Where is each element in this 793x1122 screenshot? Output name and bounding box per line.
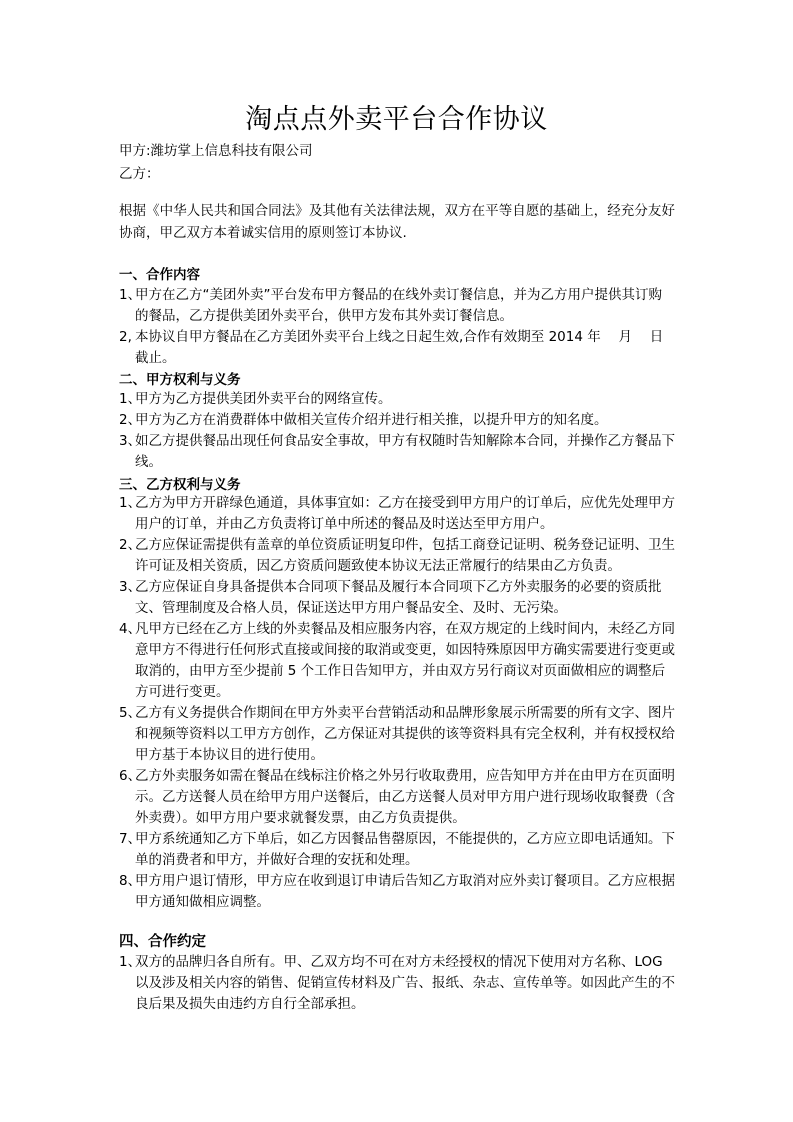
- item-number: 2、: [119, 412, 142, 428]
- list-item: [119, 871, 675, 913]
- list-item: [119, 389, 675, 410]
- item-text: 甲方为乙方在消费群体中做相关宣传介绍并进行相关推，以提升甲方的知名度。: [135, 412, 608, 428]
- section-heading-cooperation: 一、合作内容: [119, 267, 200, 283]
- item-text: 甲方用户退订情形，甲方应在收到退订申请后告知乙方取消对应外卖订餐项目。乙方应根据甲方通知做相应调整。: [135, 873, 675, 910]
- document-title: 淘点点外卖平台合作协议: [245, 104, 548, 135]
- list-item: [119, 493, 675, 535]
- item-text: 双方的品牌归各自所有。甲、乙双方均不可在对方未经授权的情况下使用对方名称、LOG以及涉及相关内容的销售、促销宣传材料及广告、报纸、杂志、宣传单等。如因此产生的不良后果及损失由违约方自行全部承担。: [135, 954, 675, 1012]
- party-a: 甲方:潍坊掌上信息科技有限公司: [119, 143, 313, 159]
- item-number: 2、: [119, 537, 142, 553]
- item-number: 8、: [119, 873, 142, 889]
- list-item: [119, 410, 675, 431]
- list-item: [119, 952, 675, 1015]
- item-text: 如乙方提供餐品出现任何食品安全事故，甲方有权随时告知解除本合同，并操作乙方餐品下线。: [135, 433, 675, 470]
- list-item: [119, 703, 675, 766]
- item-number: 3、: [119, 579, 142, 595]
- item-text: 乙方有义务提供合作期间在甲方外卖平台营销活动和品牌形象展示所需要的所有文字、图片和视频等资料以工甲方方创作，乙方保证对其提供的该等资料具有完全权利，并有权授权给甲方基于本协议目的进行使用。: [135, 705, 675, 763]
- section-heading-party-a: 二、甲方权利与义务: [119, 372, 241, 388]
- party-b: 乙方：: [119, 166, 160, 182]
- item-text: 乙方外卖服务如需在餐品在线标注价格之外另行收取费用，应告知甲方并在由甲方在页面明示。乙方送餐人员在给甲方用户送餐后，由乙方送餐人员对甲方用户进行现场收取餐费（含外卖费）。如甲方用户要求就餐发票，由乙方负责提供。: [135, 768, 675, 826]
- item-text: 乙方应保证自身具备提供本合同项下餐品及履行本合同项下乙方外卖服务的必要的资质批文、管理制度及合格人员，保证送达甲方用户餐品安全、及时、无污染。: [135, 579, 662, 616]
- item-number: 4、: [119, 621, 142, 637]
- item-text: 凡甲方已经在乙方上线的外卖餐品及相应服务内容，在双方规定的上线时间内，未经乙方同意甲方不得进行任何形式直接或间接的取消或变更，如因特殊原因甲方确实需要进行变更或取消的，由甲方至少提前 5 个工作日告知甲方，并由双方另行商议对页面做相应的调整后方可进行变更。: [135, 621, 675, 700]
- item-text: 甲方为乙方提供美团外卖平台的网络宣传。: [135, 391, 392, 407]
- item-text: 本协议自甲方餐品在乙方美团外卖平台上线之日起生效,合作有效期至 2014 年 月 日截止。: [135, 329, 664, 366]
- list-item: [119, 535, 675, 577]
- intro-paragraph: 根据《中华人民共和国合同法》及其他有关法律法规，双方在平等自愿的基础上，经充分友好协商，甲乙双方本着诚实信用的原则签订本协议.: [119, 203, 675, 241]
- item-text: 乙方应保证需提供有盖章的单位资质证明复印件，包括工商登记证明、税务登记证明、卫生许可证及相关资质，因乙方资质问题致使本协议无法正常履行的结果由乙方负责。: [135, 537, 675, 574]
- list-item: [119, 619, 675, 703]
- list-item: [119, 431, 675, 473]
- item-number: 6、: [119, 768, 142, 784]
- section-heading-party-b: 三、乙方权利与义务: [119, 477, 241, 493]
- item-number: 1、: [119, 495, 142, 511]
- item-text: 甲方在乙方“美团外卖”平台发布甲方餐品的在线外卖订餐信息，并为乙方用户提供其订购的餐品，乙方提供美团外卖平台，供甲方发布其外卖订餐信息。: [135, 287, 662, 324]
- item-number: 7、: [119, 831, 142, 847]
- list-item: [119, 285, 675, 327]
- item-number: 3、: [119, 433, 142, 449]
- item-text: 甲方系统通知乙方下单后，如乙方因餐品售罄原因，不能提供的，乙方应立即电话通知。下单的消费者和甲方，并做好合理的安抚和处理。: [135, 831, 675, 868]
- item-number: 1、: [119, 287, 142, 303]
- item-text: 乙方为甲方开辟绿色通道，具体事宜如：乙方在接受到甲方用户的订单后，应优先处理甲方用户的订单，并由乙方负责将订单中所述的餐品及时送达至甲方用户。: [135, 495, 675, 532]
- list-item: [119, 327, 675, 369]
- item-number: 1、: [119, 391, 142, 407]
- item-number: 1、: [119, 954, 142, 970]
- list-item: [119, 829, 675, 871]
- section-heading-agreement: 四、合作约定: [119, 934, 206, 950]
- list-item: [119, 577, 675, 619]
- list-item: [119, 766, 675, 829]
- item-number: 2,: [119, 329, 132, 345]
- item-number: 5、: [119, 705, 142, 721]
